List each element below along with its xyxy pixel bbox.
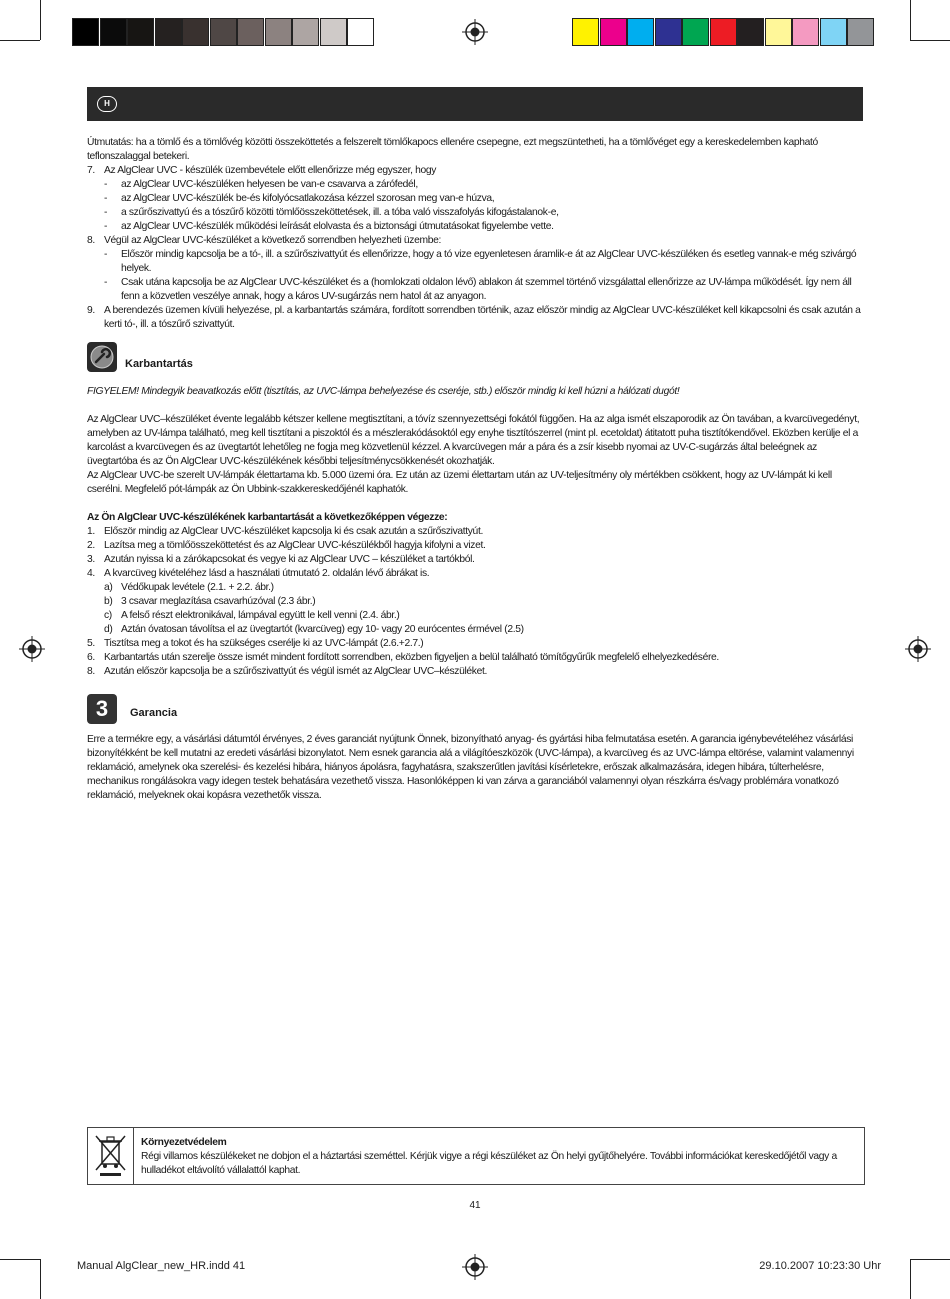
- list-item: [87, 304, 863, 332]
- list-item-marker: -: [104, 221, 108, 232]
- sub-list-item: [87, 248, 863, 276]
- list-item-text: Csak utána kapcsolja be az AlgClear UVC-készüléket és a (homlokzati oldalon lévő) ablakon át szemmel történő vizsgálattal ellenőrizze az UV-lámpa működését. Így nem áll fenn a közvetlen veszélye annak, hogy a káros UV-sugárzás nem hatol át az anyagon.: [121, 277, 852, 302]
- footer-timestamp: 29.10.2007 10:23:30 Uhr: [759, 1260, 881, 1272]
- list-item-text: A felső részt elektronikával, lámpával együtt le kell venni (2.4. ábr.): [121, 610, 400, 621]
- registration-mark-icon: [905, 636, 931, 662]
- language-header-bar: [87, 87, 863, 121]
- color-swatch: [265, 18, 292, 46]
- crop-mark: [910, 0, 911, 40]
- sub-list-item: [87, 581, 863, 595]
- maintenance-heading: [87, 342, 387, 372]
- list-item: [87, 234, 863, 248]
- list-item-text: Karbantartás után szerelje össze ismét mindent fordított sorrendben, eközben figyeljen a belül található tömítőgyűrűk megfelelő elhelyezkedésére.: [104, 652, 719, 663]
- warranty-body: [87, 733, 863, 803]
- list-item-marker: -: [104, 179, 108, 190]
- crop-mark: [910, 1259, 950, 1260]
- list-item-marker: 4.: [87, 568, 95, 579]
- color-swatch: [292, 18, 319, 46]
- list-item-marker: 8.: [87, 235, 95, 246]
- list-item-marker: 1.: [87, 526, 95, 537]
- list-item-text: 3 csavar meglazítása csavarhúzóval (2.3 ábr.): [121, 596, 316, 607]
- list-item-marker: d): [104, 624, 113, 635]
- crop-mark: [910, 40, 950, 41]
- list-item: [87, 164, 863, 178]
- list-item: [87, 637, 863, 651]
- list-item-text: Lazítsa meg a tömlőösszeköttetést és az AlgClear UVC-készülékből hagyja kifolyni a vizet.: [104, 540, 486, 551]
- environment-title: Környezetvédelem: [141, 1137, 227, 1148]
- list-item-text: a szűrőszivattyú és a tószűrő közötti tömlőösszeköttetések, ill. a tóba való visszafolyás kifogástalanok-e,: [121, 207, 559, 218]
- list-item-text: Először mindig az AlgClear UVC-készüléket kapcsolja ki és csak azután a szűrőszivattyút.: [104, 526, 483, 537]
- color-swatch: [792, 18, 819, 46]
- list-item-marker: c): [104, 610, 112, 621]
- maintenance-title: Karbantartás: [125, 358, 193, 370]
- color-swatch: [72, 18, 99, 46]
- sub-list-item: [87, 192, 863, 206]
- maintenance-steps: [87, 525, 863, 679]
- color-swatch: [710, 18, 737, 46]
- language-badge: H: [97, 96, 117, 112]
- sub-list-item: [87, 276, 863, 304]
- warranty-icon-box: [87, 694, 117, 724]
- list-item-text: az AlgClear UVC-készülék be-és kifolyócsatlakozása kézzel szorosan meg van-e húzva,: [121, 193, 495, 204]
- registration-mark-icon: [462, 1254, 488, 1280]
- list-item-marker: -: [104, 277, 108, 288]
- list-item-text: Tisztítsa meg a tokot és ha szükséges cserélje ki az UVC-lámpát (2.6.+2.7.): [104, 638, 424, 649]
- list-item-marker: 8.: [87, 666, 95, 677]
- list-item-text: Az AlgClear UVC - készülék üzembevétele előtt ellenőrizze még egyszer, hogy: [104, 165, 437, 176]
- maintenance-steps-heading: Az Ön AlgClear UVC-készülékének karbantartását a következőképpen végezze:: [87, 512, 448, 523]
- list-item-text: az AlgClear UVC-készülék működési leírását elolvasta és a biztonsági útmutatásokat figyelembe vette.: [121, 221, 554, 232]
- warranty-text: Erre a termékre egy, a vásárlási dátumtól érvényes, 2 éves garanciát nyújtunk Önnek, bizonyítható anyag- és gyártási hiba felmutatása esetén. A garancia igénybevételéhez vásárlási bizonyítékként be kell mutatni az eredeti vásárlási bizonylatot. Nem esnek garancia alá a világítóeszközök (UVC-lámpa), a kvarcüveg és az UVC-lámpa eltörése, valamint valamennyi reklamáció, amelynek oka szerelési- és kezelési hibára, hiányos ápolásra, fagyhatásra, szakszerűtlen javítási kísérletekre, erőszak alkalmazására, idegen hibára, túlterhelésre, mechanikus rongálásokra vagy idegen testek behatására vezethető vissza. Hasonlóképpen ki van zárva a garanciából valamennyi olyan részkárra és/vagy problémára vonatkozó reklamáció, melyeknek okai kopásra vezethetők vissza.: [87, 734, 854, 801]
- color-swatch: [820, 18, 847, 46]
- color-swatch: [320, 18, 347, 46]
- list-item-marker: 5.: [87, 638, 95, 649]
- list-item-text: Azután nyissa ki a zárókapcsokat és vegye ki az AlgClear UVC – készüléket a tartókból.: [104, 554, 475, 565]
- crop-mark: [0, 1259, 40, 1260]
- list-item-text: az AlgClear UVC-készüléken helyesen be van-e csavarva a zárófedél,: [121, 179, 418, 190]
- list-item-marker: 6.: [87, 652, 95, 663]
- crop-mark: [910, 1259, 911, 1299]
- list-item-marker: b): [104, 596, 113, 607]
- wrench-icon: [87, 342, 117, 372]
- environment-icon-cell: [88, 1128, 134, 1184]
- color-swatch: [572, 18, 599, 46]
- list-item-text: A berendezés üzemen kívüli helyezése, pl. a karbantartás számára, fordított sorrendben történik, azaz először mindig az AlgClear UVC-készüléket kell kikapcsolni és csak azután a kerti tó-, ill. a tószűrő szivattyút.: [104, 305, 861, 330]
- list-item-text: Aztán óvatosan távolítsa el az üvegtartót (kvarcüveg) egy 10- vagy 20 eurócentes érmével (2.5): [121, 624, 524, 635]
- environment-text-block: [141, 1136, 851, 1178]
- page-number: 41: [469, 1200, 481, 1211]
- list-item-marker: -: [104, 193, 108, 204]
- color-swatch: [237, 18, 264, 46]
- sub-list-item: [87, 609, 863, 623]
- list-item: [87, 651, 863, 665]
- color-swatch: [600, 18, 627, 46]
- crop-mark: [40, 1259, 41, 1299]
- list-item-marker: -: [104, 249, 108, 260]
- list-item-text: Végül az AlgClear UVC-készüléket a következő sorrendben helyezheti üzembe:: [104, 235, 441, 246]
- color-swatch: [210, 18, 237, 46]
- color-swatch: [655, 18, 682, 46]
- color-swatch: [765, 18, 792, 46]
- color-swatch: [182, 18, 209, 46]
- list-item-marker: 3.: [87, 554, 95, 565]
- list-item-marker: 7.: [87, 165, 95, 176]
- list-item: [87, 665, 863, 679]
- color-swatch: [682, 18, 709, 46]
- maintenance-paragraph-1: Az AlgClear UVC–készüléket évente legalább kétszer kellene megtisztítani, a tóvíz szennyezettségi fokától függően. Ha az alga ismét elszaporodik az Ön tavában, a kvarcüvegedényt, amelyben az UV-lámpa található, meg kell tisztítani a piszoktól és a mészlerakódásoktól egy enyhe tisztítószerrel (mint pl. ecetoldat) átitatott puha tisztítókendővel. Eközben kerülje el a karcolást a kvarcüvegen és az üvegtartót lehetőleg ne fogja meg közvetlenül kézzel. A kvarcüvegen már a pára és a zsír kisebb nyomai az UV-C-sugárzás által beleégnek az üvegtartóba és az Ön AlgClear UVC-készülékének későbbi teljesítménycsökkenését okozhatják.: [87, 414, 860, 467]
- color-swatch: [347, 18, 374, 46]
- crop-mark: [40, 0, 41, 40]
- maintenance-paragraph-2: Az AlgClear UVC-be szerelt UV-lámpák élettartama kb. 5.000 üzemi óra. Ez után az üzemi élettartam után az UV-teljesítmény oly mértékben csökkent, hogy az UV-lámpát ki kell cserélni. Megfelelő pót-lámpák az Ön Ubbink-szakkereskedőjénél kaphatók.: [87, 470, 832, 495]
- registration-mark-icon: [19, 636, 45, 662]
- list-item-text: Azután először kapcsolja be a szűrőszivattyút és végül ismét az AlgClear UVC–készüléket.: [104, 666, 487, 677]
- color-swatch: [627, 18, 654, 46]
- list-item-text: Először mindig kapcsolja be a tó-, ill. a szűrőszivattyút és ellenőrizze, hogy a tó vize egyenletesen áramlik-e át az AlgClear UVC-készüléken és esetleg vannak-e még szivárgó helyek.: [121, 249, 857, 274]
- color-swatch: [127, 18, 154, 46]
- sub-list-item: [87, 595, 863, 609]
- maintenance-warning: FIGYELEM! Mindegyik beavatkozás előtt (tisztítás, az UVC-lámpa behelyezése és cseréje, stb.) először mindig ki kell húzni a hálózati dugót!: [87, 386, 680, 397]
- list-item: [87, 539, 863, 553]
- maintenance-body: [87, 385, 863, 679]
- color-swatch: [737, 18, 764, 46]
- sub-list-item: [87, 220, 863, 234]
- list-item-marker: 2.: [87, 540, 95, 551]
- warranty-heading: [87, 694, 387, 724]
- list-item-marker: a): [104, 582, 113, 593]
- sub-list-item: [87, 623, 863, 637]
- list-item: [87, 525, 863, 539]
- color-swatch: [100, 18, 127, 46]
- crop-mark: [0, 40, 40, 41]
- crossed-out-bin-icon: [88, 1128, 133, 1184]
- list-item-text: A kvarcüveg kivételéhez lásd a használati útmutató 2. oldalán lévő ábrákat is.: [104, 568, 430, 579]
- color-swatch: [155, 18, 182, 46]
- installation-instructions: [87, 136, 863, 332]
- registration-mark-icon: [462, 19, 488, 45]
- warranty-title: Garancia: [130, 707, 178, 719]
- list-item-marker: -: [104, 207, 108, 218]
- sub-list-item: [87, 178, 863, 192]
- intro-note: Útmutatás: ha a tömlő és a tömlővég közötti összeköttetés a felszerelt tömlőkapocs ellenére csepegne, ezt megszüntetheti, ha a tömlővéget egy a kereskedelemben kapható teflonszalaggal betekeri.: [87, 137, 818, 162]
- list-item-text: Védőkupak levétele (2.1. + 2.2. ábr.): [121, 582, 274, 593]
- footer-filename: Manual AlgClear_new_HR.indd 41: [77, 1260, 246, 1272]
- color-swatch: [847, 18, 874, 46]
- list-item: [87, 553, 863, 567]
- environment-notice: [87, 1127, 865, 1185]
- maintenance-icon-box: [87, 342, 117, 372]
- installation-steps: [87, 164, 863, 332]
- sub-list-item: [87, 206, 863, 220]
- list-item: [87, 567, 863, 581]
- warranty-number-icon: 3: [95, 696, 109, 721]
- list-item-marker: 9.: [87, 305, 95, 316]
- environment-text: Régi villamos készülékeket ne dobjon el a háztartási szeméttel. Kérjük vigye a régi készüléket az Ön helyi gyűjtőhelyére. További információkat kereskedőjétől vagy a hulladékot eltávolító vállalattól kaphat.: [141, 1151, 837, 1176]
